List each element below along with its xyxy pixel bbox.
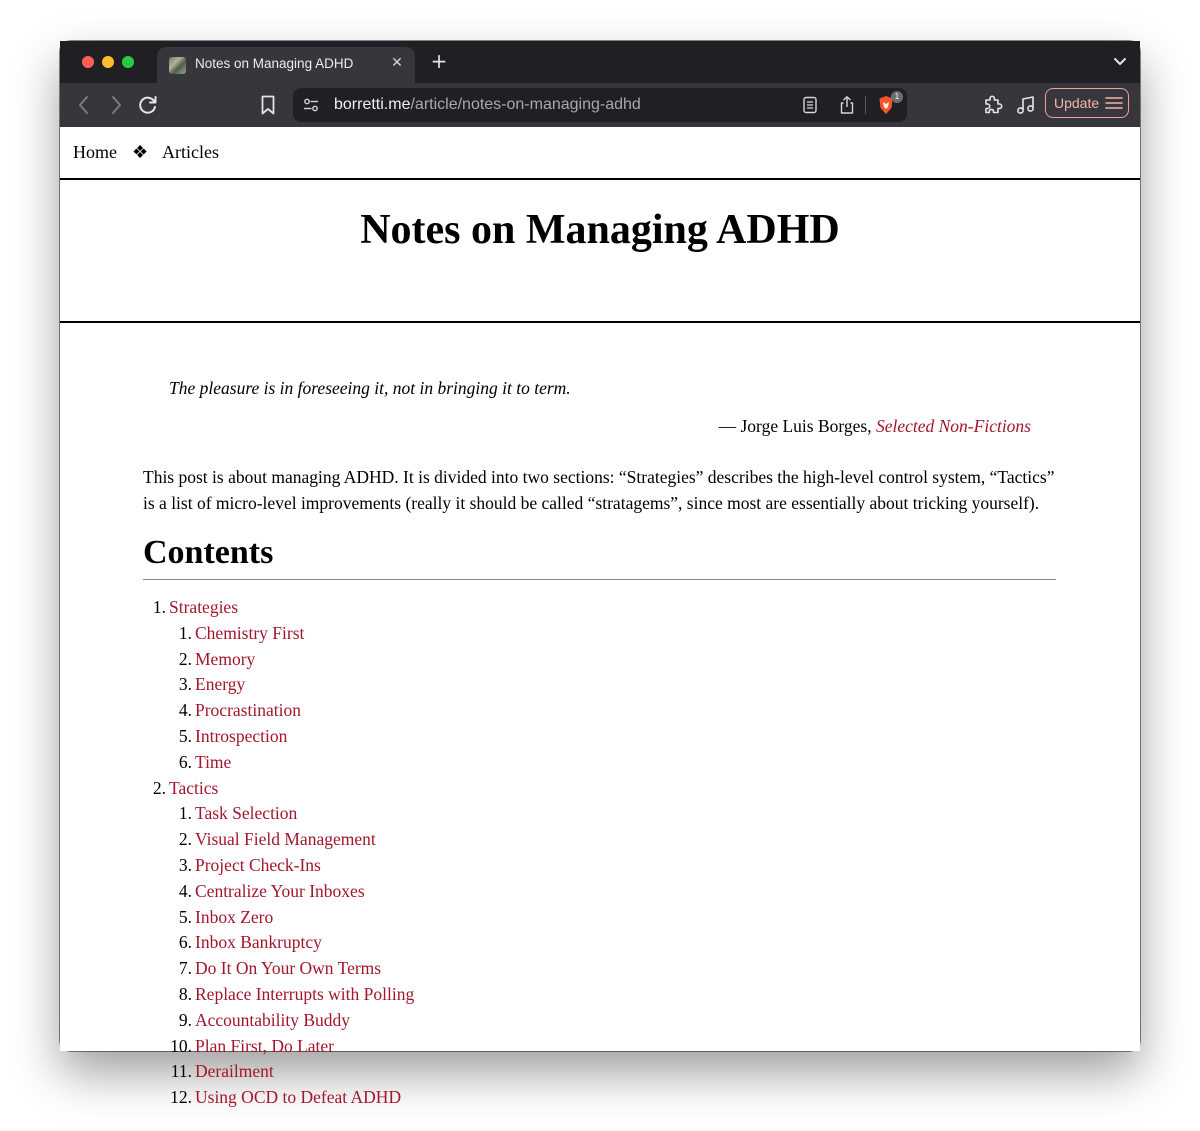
toc-item-link[interactable]: Memory <box>195 648 256 669</box>
toc-item-link[interactable]: Replace Interrupts with Polling <box>195 984 415 1004</box>
toc-item-link[interactable]: Centralize Your Inboxes <box>195 880 365 901</box>
share-icon[interactable] <box>838 95 856 115</box>
reload-icon[interactable] <box>137 94 159 116</box>
toc-item-link[interactable]: Project Check-Ins <box>195 855 321 875</box>
url-host: borretti.me <box>334 96 411 113</box>
toc-item-link[interactable]: Chemistry First <box>195 622 305 643</box>
close-window-button[interactable] <box>82 56 94 68</box>
toc-item-number: 12. <box>170 1087 192 1108</box>
toc-section-link[interactable]: Tactics <box>169 777 219 798</box>
toc-section-number: 1. <box>152 597 166 617</box>
browser-toolbar <box>60 83 1140 127</box>
nav-home-link[interactable]: Home <box>73 142 117 162</box>
tab-bar <box>60 41 1140 83</box>
toc-item-number: 6. <box>178 932 192 953</box>
toc-item-number: 3. <box>178 674 192 695</box>
toc-item-number: 8. <box>178 984 192 1004</box>
close-tab-icon[interactable]: ✕ <box>391 55 403 71</box>
attribution-author: — Jorge Luis Borges, <box>718 416 876 436</box>
tab-list-icon[interactable] <box>1110 53 1130 71</box>
header-bottom-rule <box>60 321 1140 323</box>
extensions-icon[interactable] <box>982 94 1004 116</box>
toc-item-number: 10. <box>170 1035 192 1056</box>
toc-item-link[interactable]: Derailment <box>195 1061 274 1082</box>
toc-item-link[interactable]: Task Selection <box>195 803 298 824</box>
toc-item-number: 1. <box>178 622 192 643</box>
site-favicon-icon <box>169 57 186 74</box>
intro-paragraph <box>143 464 1063 516</box>
toc-item-number: 5. <box>178 726 192 746</box>
toc-item-number: 11. <box>170 1061 192 1082</box>
toc-item-number: 6. <box>178 751 192 772</box>
bookmark-icon[interactable] <box>259 94 277 116</box>
update-label: Update <box>1054 95 1100 111</box>
brave-shields-button[interactable] <box>876 92 900 115</box>
page-title: Notes on Managing ADHD <box>360 207 840 253</box>
toc-item-number: 2. <box>178 648 192 669</box>
toc-item-number: 5. <box>178 906 192 927</box>
contents-rule <box>143 579 1056 580</box>
site-settings-icon[interactable] <box>303 97 319 113</box>
zoom-window-button[interactable] <box>122 56 134 68</box>
update-button[interactable] <box>1045 88 1129 118</box>
url-text[interactable] <box>334 96 641 114</box>
nav-separator-icon: ❖ <box>132 142 149 162</box>
toc-item-number: 7. <box>178 958 192 979</box>
toc-item-link[interactable]: Visual Field Management <box>195 829 376 850</box>
address-bar-divider <box>865 96 866 114</box>
toc-item-number: 4. <box>178 700 192 721</box>
header-top-rule <box>60 178 1140 180</box>
toc-item-number: 9. <box>178 1009 192 1030</box>
browser-window <box>60 41 1140 1108</box>
toc-item-number: 2. <box>178 829 192 850</box>
minimize-window-button[interactable] <box>102 56 114 68</box>
toc-item-link[interactable]: Inbox Zero <box>195 906 274 927</box>
toc-section-number: 2. <box>152 777 166 798</box>
web-page <box>60 127 1140 1108</box>
toc-item-link[interactable]: Plan First, Do Later <box>195 1035 335 1056</box>
browser-tab[interactable] <box>157 47 415 83</box>
toc-item-link[interactable]: Accountability Buddy <box>195 1009 351 1030</box>
toc-item-number: 3. <box>178 855 192 875</box>
shields-count-badge: 1 <box>891 91 903 103</box>
toc-item-link[interactable]: Introspection <box>195 726 288 746</box>
toc-section-link[interactable]: Strategies <box>169 597 239 617</box>
toc-item-link[interactable]: Energy <box>195 674 246 695</box>
forward-icon[interactable] <box>106 94 126 116</box>
nav-articles-link[interactable]: Articles <box>162 142 219 162</box>
attribution-source-link[interactable]: Selected Non-Fictions <box>875 416 1031 436</box>
epigraph-quote: The pleasure is in foreseeing it, not in bringing it to term. <box>169 378 571 398</box>
media-icon[interactable] <box>1015 94 1037 116</box>
toc-item-link[interactable]: Inbox Bankruptcy <box>195 932 322 953</box>
contents-heading: Contents <box>143 534 274 571</box>
toc-item-link[interactable]: Time <box>195 751 232 772</box>
toc-item-number: 4. <box>178 880 192 901</box>
toc-item-number: 1. <box>178 803 192 824</box>
intro-text: This post is about managing ADHD. It is divided into two sections: “Strategies” describes the high-level control system, “Tactics” is a list of micro-level improvements (really it should be called “stratagems”, since most are essentially about tricking yourself). <box>143 467 1055 513</box>
menu-icon <box>1105 96 1123 110</box>
toc-item-link[interactable]: Using OCD to Defeat ADHD <box>195 1087 402 1108</box>
url-path: /article/notes-on-managing-adhd <box>410 96 641 113</box>
toc-item-link[interactable]: Do It On Your Own Terms <box>195 958 382 979</box>
reader-mode-icon[interactable] <box>802 96 818 114</box>
tab-title: Notes on Managing ADHD <box>195 56 354 71</box>
toc-item-link[interactable]: Procrastination <box>195 700 301 721</box>
new-tab-button[interactable]: + <box>430 49 448 73</box>
address-bar[interactable] <box>293 88 907 122</box>
back-icon[interactable] <box>74 94 94 116</box>
epigraph-attribution <box>143 416 1031 437</box>
